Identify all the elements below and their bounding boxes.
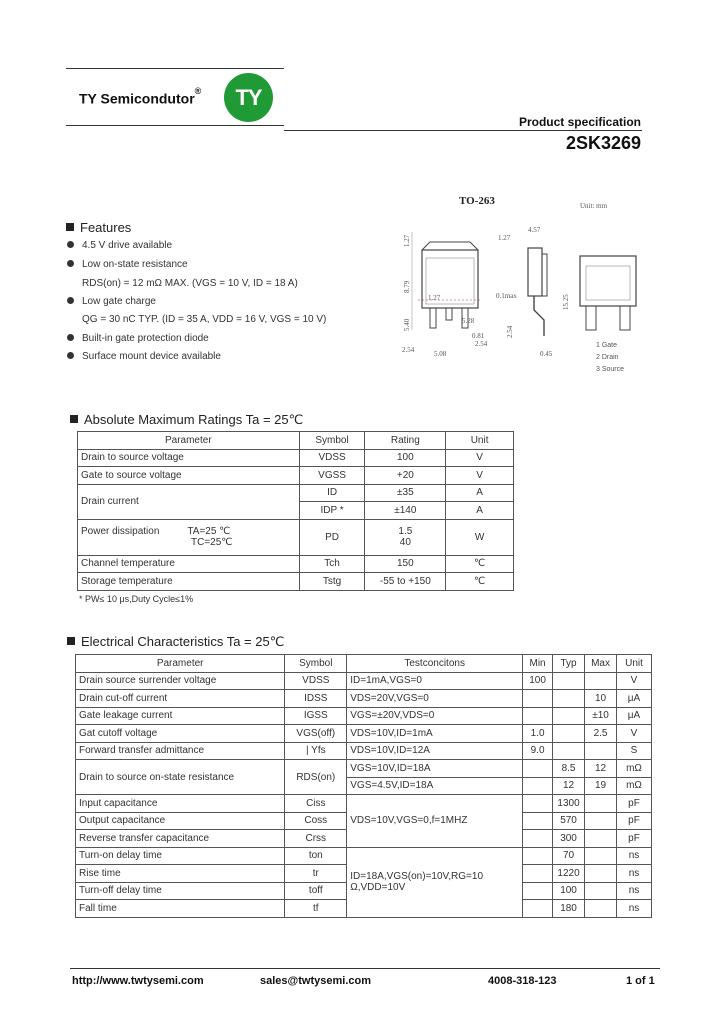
param-cell: Input capacitance (76, 795, 285, 813)
unit-cell: mΩ (617, 760, 652, 778)
min-cell (523, 830, 553, 848)
part-number: 2SK3269 (565, 133, 641, 153)
symbol-cell: IDP * (299, 502, 365, 520)
param-cell: Output capacitance (76, 812, 285, 830)
elec-char-table (75, 654, 652, 918)
typ-cell (553, 725, 585, 743)
min-cell (523, 812, 553, 830)
typ-cell: 70 (553, 847, 585, 865)
symbol-cell: Coss (285, 812, 347, 830)
table-row (76, 847, 652, 865)
table-header-row (78, 432, 514, 450)
min-cell: 100 (523, 672, 553, 690)
table-row (76, 795, 652, 813)
max-cell (585, 742, 617, 760)
table-row (78, 573, 514, 591)
param-cell: Gate to source voltage (78, 467, 300, 485)
param-cell: Drain to source on-state resistance (76, 760, 285, 795)
feature-detail: RDS(on) = 12 mΩ MAX. (VGS = 10 V, ID = 18 A) (82, 278, 298, 289)
ty-logo: TY (224, 73, 273, 122)
col-header: Min (523, 655, 553, 673)
unit-cell: ns (617, 882, 652, 900)
min-cell (523, 707, 553, 725)
symbol-cell: ID (299, 484, 365, 502)
param-cell: Channel temperature (78, 555, 300, 573)
rating-cell: ±35 (365, 484, 446, 502)
dim-label: 2.54 (475, 340, 488, 348)
dim-label: 5.40 (403, 318, 411, 331)
param-label: Power dissipation (81, 526, 160, 537)
max-cell (585, 900, 617, 918)
typ-cell (553, 707, 585, 725)
condition-cell: VDS=10V,VGS=0,f=1MHZ (347, 795, 523, 848)
feature-item: Low on-state resistance (67, 259, 188, 270)
max-cell (585, 795, 617, 813)
symbol-cell: VGSS (299, 467, 365, 485)
rating-value: 1.5 (398, 526, 413, 537)
min-cell: 1.0 (523, 725, 553, 743)
unit-cell: μA (617, 690, 652, 708)
min-cell (523, 900, 553, 918)
typ-cell (553, 690, 585, 708)
condition-cell: ID=18A,VGS(on)=10V,RG=10 Ω,VDD=10V (347, 847, 523, 917)
param-cell: Reverse transfer capacitance (76, 830, 285, 848)
min-cell (523, 865, 553, 883)
condition-cell: VDS=10V,ID=1mA (347, 725, 523, 743)
dim-label: 5.08 (434, 350, 447, 358)
symbol-cell: Crss (285, 830, 347, 848)
condition-cell: VDS=20V,VGS=0 (347, 690, 523, 708)
unit-cell: ns (617, 847, 652, 865)
dim-label: 1.27 (428, 294, 441, 302)
dim-label: 0.45 (540, 350, 553, 358)
rating-cell (365, 519, 446, 555)
param-cell: Drain source surrender voltage (76, 672, 285, 690)
dim-label: 5.28 (462, 317, 475, 325)
max-cell: 2.5 (585, 725, 617, 743)
col-header: Typ (553, 655, 585, 673)
pin-label: 3 Source (596, 366, 625, 373)
rating-cell: ±140 (365, 502, 446, 520)
dim-label: 15.25 (562, 294, 570, 310)
min-cell (523, 760, 553, 778)
table-row (78, 555, 514, 573)
table-row (78, 449, 514, 467)
param-cell: Gat cutoff voltage (76, 725, 285, 743)
feature-item: Built-in gate protection diode (67, 333, 209, 344)
unit-cell: A (446, 502, 514, 520)
rating-cell: -55 to +150 (365, 573, 446, 591)
param-cell: Fall time (76, 900, 285, 918)
unit-cell: A (446, 484, 514, 502)
param-cell: Forward transfer admittance (76, 742, 285, 760)
typ-cell: 570 (553, 812, 585, 830)
symbol-cell: Tstg (299, 573, 365, 591)
min-cell (523, 795, 553, 813)
symbol-cell: VGS(off) (285, 725, 347, 743)
footer-email[interactable]: sales@twtysemi.com (260, 975, 371, 987)
min-cell (523, 882, 553, 900)
symbol-cell: VDSS (285, 672, 347, 690)
table-row (78, 484, 514, 502)
col-header: Parameter (76, 655, 285, 673)
min-cell (523, 847, 553, 865)
condition-cell: VDS=10V,ID=12A (347, 742, 523, 760)
symbol-cell: tr (285, 865, 347, 883)
dim-label: 2.54 (402, 346, 415, 354)
condition-cell: ID=1mA,VGS=0 (347, 672, 523, 690)
rating-cell: 100 (365, 449, 446, 467)
unit-cell: V (446, 467, 514, 485)
company-name: TY Semicondutor® (79, 86, 202, 107)
feature-detail: QG = 30 nC TYP. (ID = 35 A, VDD = 16 V, VGS = 10 V) (82, 314, 327, 325)
spec-title: Product specification (518, 115, 641, 129)
col-header: Symbol (285, 655, 347, 673)
col-header: Testconcitons (347, 655, 523, 673)
condition-label: TA=25 ℃ (187, 526, 231, 537)
registered-mark: ® (194, 86, 202, 96)
rating-value: 40 (399, 537, 411, 548)
condition-cell: VGS=4.5V,ID=18A (347, 777, 523, 795)
col-header: Rating (365, 432, 446, 450)
symbol-cell: toff (285, 882, 347, 900)
dim-label: 0.1max (496, 292, 517, 300)
header-rule-right (284, 130, 642, 131)
dim-label: 1.27 (498, 234, 511, 242)
max-cell: 12 (585, 760, 617, 778)
unit-cell: pF (617, 812, 652, 830)
condition-label: TC=25℃ (191, 537, 233, 548)
dim-label: 8.79 (403, 280, 411, 293)
col-header: Unit (446, 432, 514, 450)
unit-cell: μA (617, 707, 652, 725)
max-cell (585, 882, 617, 900)
max-cell: 10 (585, 690, 617, 708)
symbol-cell: tf (285, 900, 347, 918)
table-row (76, 760, 652, 778)
footer-phone: 4008-318-123 (488, 975, 557, 987)
header-rule-left (66, 125, 284, 126)
package-name: TO-263 (459, 195, 495, 207)
typ-cell: 100 (553, 882, 585, 900)
max-cell (585, 847, 617, 865)
symbol-cell: ton (285, 847, 347, 865)
footer-url[interactable]: http://www.twtysemi.com (72, 975, 204, 987)
header-rule-top (66, 68, 284, 69)
package-unit: Unit: mm (580, 202, 608, 210)
param-cell (78, 519, 300, 555)
typ-cell: 300 (553, 830, 585, 848)
dim-label: 1.27 (403, 234, 411, 247)
feature-item: Low gate charge (67, 296, 156, 307)
footer-rule (70, 968, 660, 969)
param-cell: Drain to source voltage (78, 449, 300, 467)
unit-cell: pF (617, 795, 652, 813)
unit-cell: ℃ (446, 555, 514, 573)
typ-cell (553, 672, 585, 690)
typ-cell: 1220 (553, 865, 585, 883)
symbol-cell: Tch (299, 555, 365, 573)
unit-cell: pF (617, 830, 652, 848)
unit-cell: W (446, 519, 514, 555)
col-header: Symbol (299, 432, 365, 450)
typ-cell: 1300 (553, 795, 585, 813)
min-cell (523, 690, 553, 708)
unit-cell: ns (617, 900, 652, 918)
dim-label: 4.57 (528, 226, 541, 234)
max-cell (585, 865, 617, 883)
param-cell: Rise time (76, 865, 285, 883)
abs-max-table (77, 431, 514, 591)
max-cell (585, 830, 617, 848)
unit-cell: mΩ (617, 777, 652, 795)
symbol-cell: RDS(on) (285, 760, 347, 795)
symbol-cell: IDSS (285, 690, 347, 708)
unit-cell: V (617, 672, 652, 690)
rating-cell: +20 (365, 467, 446, 485)
col-header: Unit (617, 655, 652, 673)
table-row (76, 742, 652, 760)
unit-cell: V (446, 449, 514, 467)
footer-page: 1 of 1 (626, 975, 655, 987)
param-cell: Storage temperature (78, 573, 300, 591)
table-row (78, 519, 514, 555)
max-cell (585, 672, 617, 690)
condition-cell: VGS=±20V,VDS=0 (347, 707, 523, 725)
typ-cell: 8.5 (553, 760, 585, 778)
rating-cell: 150 (365, 555, 446, 573)
param-cell: Drain cut-off current (76, 690, 285, 708)
col-header: Parameter (78, 432, 300, 450)
table-header-row (76, 655, 652, 673)
table-row (76, 725, 652, 743)
unit-cell: S (617, 742, 652, 760)
typ-cell (553, 742, 585, 760)
dim-label: 0.81 (472, 332, 485, 340)
dim-label: 2.54 (506, 325, 514, 338)
unit-cell: ns (617, 865, 652, 883)
feature-item: 4.5 V drive available (67, 240, 172, 251)
symbol-cell: | Yfs (285, 742, 347, 760)
param-cell: Gate leakage current (76, 707, 285, 725)
min-cell (523, 777, 553, 795)
symbol-cell: PD (299, 519, 365, 555)
unit-cell: ℃ (446, 573, 514, 591)
pin-label: 2 Drain (596, 354, 619, 361)
condition-cell: VGS=10V,ID=18A (347, 760, 523, 778)
abs-max-heading: Absolute Maximum Ratings Ta = 25℃ (70, 412, 303, 428)
table-row (76, 707, 652, 725)
footnote: * PW≤ 10 μs,Duty Cycle≤1% (79, 594, 194, 604)
pin-label: 1 Gate (596, 342, 618, 349)
col-header: Max (585, 655, 617, 673)
features-heading: Features (66, 220, 131, 235)
max-cell: 19 (585, 777, 617, 795)
max-cell (585, 812, 617, 830)
feature-item: Surface mount device available (67, 351, 221, 362)
typ-cell: 180 (553, 900, 585, 918)
min-cell: 9.0 (523, 742, 553, 760)
max-cell: ±10 (585, 707, 617, 725)
param-cell: Turn-off delay time (76, 882, 285, 900)
table-row (76, 690, 652, 708)
typ-cell: 12 (553, 777, 585, 795)
unit-cell: V (617, 725, 652, 743)
param-cell: Drain current (78, 484, 300, 519)
symbol-cell: Ciss (285, 795, 347, 813)
table-row (78, 467, 514, 485)
elec-heading: Electrical Characteristics Ta = 25℃ (67, 634, 284, 650)
param-cell: Turn-on delay time (76, 847, 285, 865)
symbol-cell: IGSS (285, 707, 347, 725)
symbol-cell: VDSS (299, 449, 365, 467)
table-row (76, 672, 652, 690)
